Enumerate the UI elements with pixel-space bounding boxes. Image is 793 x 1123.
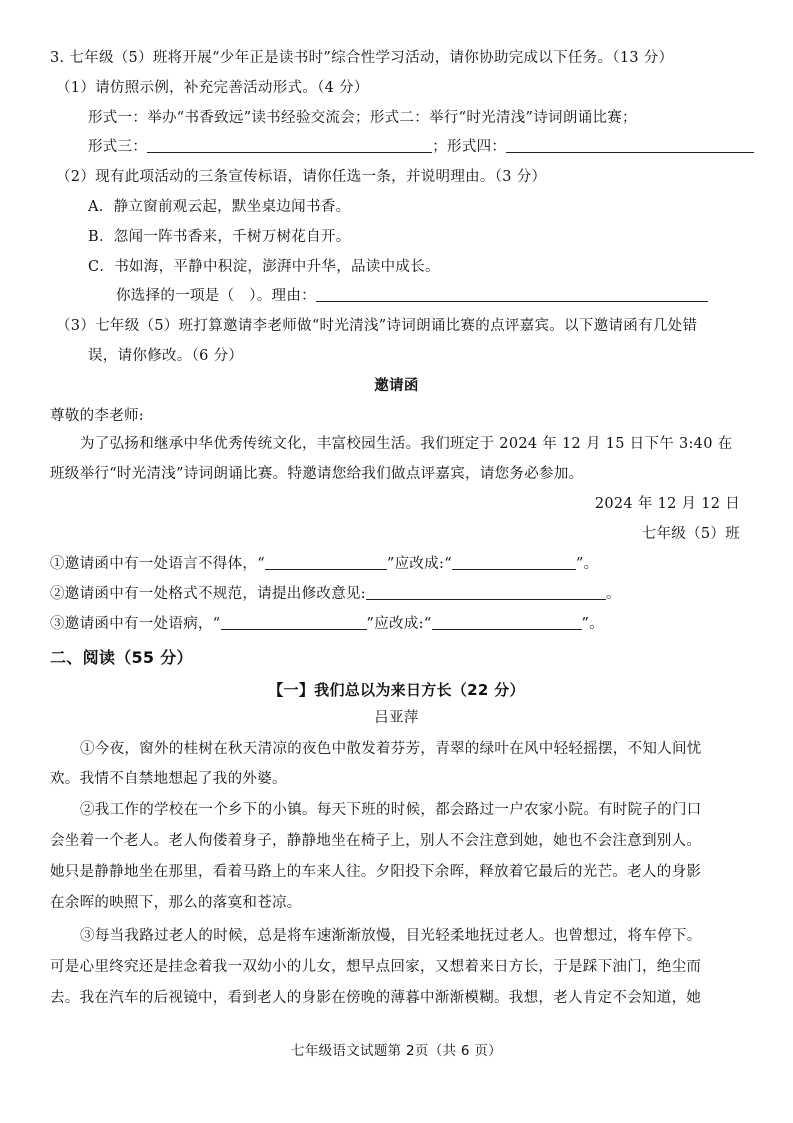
letter-signature: 七年级（5）班 <box>641 526 740 542</box>
slogan-option-a: A．静立窗前观云起，默坐桌边闻书香。 <box>88 199 351 215</box>
article-line-8: 可是心里终究还是挂念着我一双幼小的儿女，想早点回家，又想着来日方长，于是踩下油门，绝尘而 <box>50 959 702 975</box>
fix1-correction-blank[interactable] <box>452 555 576 570</box>
slogan-choice-line <box>116 286 708 306</box>
fix1-end: ”。 <box>575 556 599 572</box>
q3-forms-line: 形式一：举办“书香致远”读书经验交流会；形式二：举行“时光清浅”诗词朗诵比赛； <box>88 110 637 126</box>
fix2-end: 。 <box>605 586 621 602</box>
fix2-label: ②邀请函中有一处格式不规范，请提出修改意见: <box>50 586 366 602</box>
article-line-5: 她只是静静地坐在那里，看着马路上的车来人往。夕阳投下余晖，释放着它最后的光芒。老人的身影 <box>50 864 702 880</box>
letter-date: 2024 年 12 月 12 日 <box>594 496 740 512</box>
article-line-2: 欢。我情不自禁地想起了我的外婆。 <box>50 771 287 787</box>
article-line-6: 在余晖的映照下，那么的落寞和苍凉。 <box>50 895 302 911</box>
q3-part1-label: （1）请仿照示例，补充完善活动形式。（4 分） <box>56 80 369 96</box>
form3-end: ； <box>432 139 448 155</box>
fix3-mid: ”应改成:“ <box>366 616 432 632</box>
fix-item-1 <box>50 554 598 574</box>
q3-forms-blanks <box>88 137 754 157</box>
form3-blank[interactable] <box>147 138 432 153</box>
article-author: 吕亚萍 <box>374 710 419 726</box>
letter-title: 邀请函 <box>374 377 419 394</box>
section-heading-reading: 二、阅读（55 分） <box>50 648 193 667</box>
q3-part3-label-1: （3）七年级（5）班打算邀请李老师做“时光清浅”诗词朗诵比赛的点评嘉宾。以下邀请函有几处错 <box>56 318 698 334</box>
page-footer: 七年级语文试题第 2页（共 6 页） <box>291 1043 502 1059</box>
fix-item-2 <box>50 584 621 604</box>
article-line-9: 去。我在汽车的后视镜中，看到老人的身影在傍晚的薄暮中渐渐模糊。我想，老人肯定不会知道，她 <box>50 990 702 1006</box>
letter-salutation: 尊敬的李老师: <box>50 408 144 424</box>
q3-part2-label: （2）现有此项活动的三条宣传标语，请你任选一条，并说明理由。（3 分） <box>56 169 547 185</box>
article-line-3: ②我工作的学校在一个乡下的小镇。每天下班的时候，都会路过一户农家小院。有时院子的门口 <box>80 802 702 818</box>
q3-part3-label-2: 误，请你修改。（6 分） <box>88 348 244 364</box>
article-line-4: 会坐着一个老人。老人佝偻着身子，静静地坐在椅子上，别人不会注意到她，她也不会注意到别人。 <box>50 833 702 849</box>
form3-label: 形式三： <box>88 139 148 155</box>
letter-body-1: 为了弘扬和继承中华优秀传统文化，丰富校园生活。我们班定于 2024 年 12 月 15 日下午 3:40 在 <box>80 436 733 452</box>
reason-blank[interactable] <box>316 287 708 302</box>
fix3-original-blank[interactable] <box>221 615 367 630</box>
slogan-option-b: B．忽闻一阵书香来，千树万树花自开。 <box>88 229 351 245</box>
fix1-mid: ”应改成:“ <box>386 556 452 572</box>
fix3-correction-blank[interactable] <box>432 615 582 630</box>
slogan-choice-label: 你选择的一项是（ ）。理由： <box>116 288 316 304</box>
fix1-label: ①邀请函中有一处语言不得体，“ <box>50 556 265 572</box>
slogan-option-c: C．书如海，平静中积淀，澎湃中升华，品读中成长。 <box>88 259 440 275</box>
fix-item-3 <box>50 614 604 634</box>
article-line-1: ①今夜，窗外的桂树在秋天清凉的夜色中散发着芬芳，青翠的绿叶在风中轻轻摇摆，不知人间忧 <box>80 741 702 757</box>
article-line-7: ③每当我路过老人的时候，总是将车速渐渐放慢，目光轻柔地抚过老人。也曾想过，将车停下。 <box>80 928 702 944</box>
fix2-blank[interactable] <box>366 585 606 600</box>
form4-label: 形式四： <box>447 139 507 155</box>
form4-blank[interactable] <box>506 138 754 153</box>
q3-title: 3. 七年级（5）班将开展“少年正是读书时”综合性学习活动，请你协助完成以下任务。（13 分） <box>50 50 674 66</box>
fix1-original-blank[interactable] <box>265 555 387 570</box>
fix3-end: ”。 <box>581 616 605 632</box>
fix3-label: ③邀请函中有一处语病，“ <box>50 616 221 632</box>
article-title: 【一】我们总以为来日方长（22 分） <box>268 681 525 699</box>
letter-body-2: 班级举行“时光清浅”诗词朗诵比赛。特邀请您给我们做点评嘉宾，请您务必参加。 <box>50 466 584 482</box>
